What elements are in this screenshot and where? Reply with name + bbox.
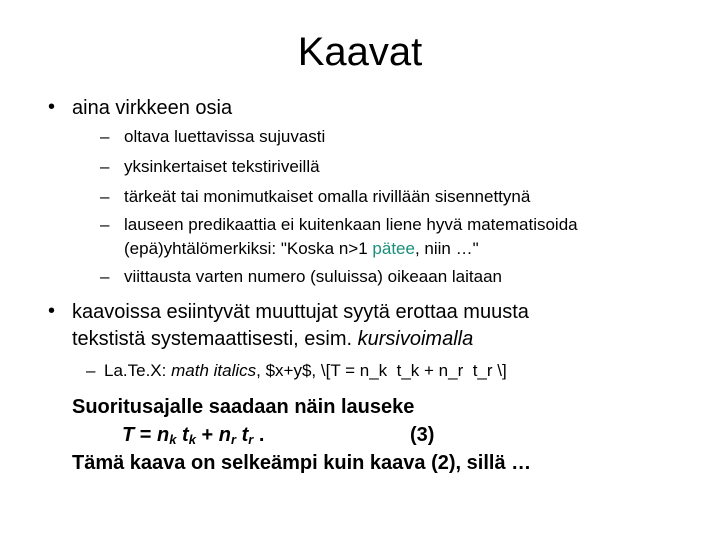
formula-sub-r: r — [230, 432, 237, 447]
dash-marker: – — [100, 127, 110, 146]
dash-marker: – — [100, 267, 110, 286]
sub-item-4-cont-b: , niin …" — [414, 239, 479, 258]
dash-marker: – — [100, 215, 110, 234]
sub-item-4-green-word: pätee — [372, 239, 415, 258]
example-formula — [122, 422, 264, 448]
latex-rest: , $x+y$, \[T = n_k t_k + n_r t_r \] — [256, 361, 507, 380]
latex-italic: math italics — [171, 361, 257, 380]
sub-item-4-cont-a: (epä)yhtälömerkiksi: "Koska n>1 — [124, 239, 373, 258]
slide-title: Kaavat — [297, 30, 423, 74]
formula-T: T — [122, 424, 135, 446]
formula-t2: t — [241, 424, 249, 446]
dash-marker: – — [100, 187, 110, 206]
dash-marker: – — [86, 361, 96, 380]
formula-n2: n — [218, 424, 231, 446]
formula-eq: = — [134, 424, 158, 446]
formula-end: . — [253, 424, 265, 446]
sub-item-4: lauseen predikaattia ei kuitenkaan liene hyvä matematisoida — [124, 215, 578, 234]
bullet-2-line-1: kaavoissa esiintyvät muuttujat syytä erottaa muusta — [72, 301, 529, 323]
bullet-dot: • — [48, 300, 56, 322]
sub-item-3: tärkeät tai monimutkaiset omalla rivillään sisennettynä — [124, 187, 531, 206]
example-line-3: Tämä kaava on selkeämpi kuin kaava (2), sillä … — [72, 452, 532, 474]
sub-item-5: viittausta varten numero (suluissa) oikeaan laitaan — [124, 267, 502, 286]
latex-example — [104, 360, 507, 382]
sub-item-4-continuation — [124, 238, 479, 260]
bullet-2-italic-word: kursivoimalla — [357, 328, 474, 350]
sub-item-1: oltava luettavissa sujuvasti — [124, 127, 326, 146]
formula-sub-k2: k — [188, 432, 196, 447]
dash-marker: – — [100, 157, 110, 176]
formula-plus: + — [195, 424, 219, 446]
sub-item-2: yksinkertaiset tekstiriveillä — [124, 157, 320, 176]
formula-t: t — [182, 424, 189, 446]
bullet-dot: • — [48, 96, 56, 118]
equation-number: (3) — [410, 424, 435, 446]
bullet-2-line-2 — [72, 327, 473, 351]
bullet-1-text: aina virkkeen osia — [72, 97, 233, 119]
example-line-1: Suoritusajalle saadaan näin lauseke — [72, 396, 415, 418]
formula-n: n — [157, 424, 170, 446]
formula-sub-r2: r — [248, 432, 254, 447]
bullet-2-line-2-text: tekstistä systemaattisesti, esim. — [72, 328, 358, 350]
latex-label: La.Te.X: — [104, 361, 172, 380]
formula-sub-k: k — [169, 432, 177, 447]
